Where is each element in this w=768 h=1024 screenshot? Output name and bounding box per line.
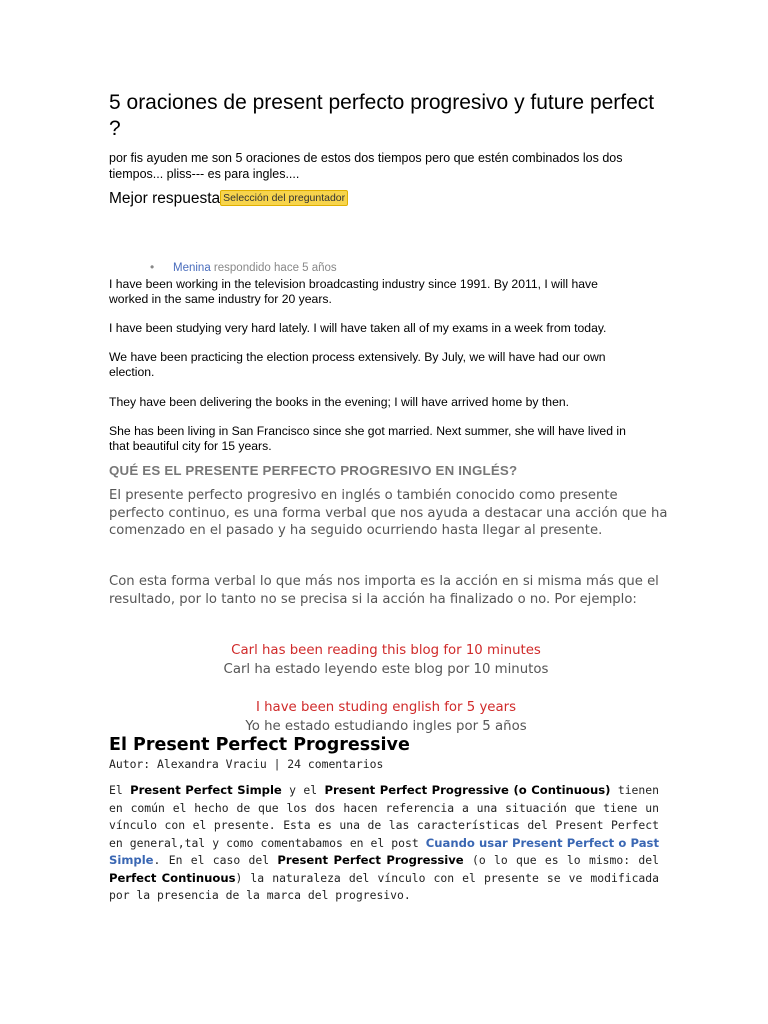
explanation-paragraph: Con esta forma verbal lo que más nos importa es la acción en si misma más que el resultado, por lo tanto no se precisa si la acción ha finalizado o no. Por ejemplo: bbox=[109, 574, 659, 607]
answer-meta bbox=[150, 261, 337, 276]
article-bold-term: Present Perfect Progressive (o Continuous) bbox=[324, 783, 611, 797]
answer-paragraph: I have been studying very hard lately. I will have taken all of my exams in a week from today. bbox=[109, 321, 607, 335]
article-bold-term: Perfect Continuous bbox=[109, 870, 236, 885]
example-english: Carl has been reading this blog for 10 minutes bbox=[231, 643, 541, 658]
explanation-paragraph: El presente perfecto progresivo en inglés o también conocido como presente perfecto continuo, es una forma verbal que nos ayuda a destacar una acción que ha comenzado en el pasado y ha seguido ocurriendo hasta llegar al presente. bbox=[109, 488, 668, 538]
question-body: por fis ayuden me son 5 oraciones de estos dos tiempos pero que estén combinados los dos tiempos... pliss--- es para ingles.... bbox=[109, 151, 623, 181]
article-text: ) la naturaleza del vínculo con el presente se ve modificada por la presencia de la marca del progresivo. bbox=[109, 870, 659, 902]
answer-paragraph: She has been living in San Francisco since she got married. Next summer, she will have lived in that beautiful city for 15 years. bbox=[109, 424, 626, 453]
article-text: El bbox=[109, 783, 131, 797]
article-text: y el bbox=[281, 783, 325, 797]
answer-paragraph: We have been practicing the election process extensively. By July, we will have had our own election. bbox=[109, 350, 606, 379]
question-title: 5 oraciones de present perfecto progresivo y future perfect ? bbox=[109, 91, 655, 140]
example-english: I have been studing english for 5 years bbox=[255, 700, 517, 715]
article-body bbox=[109, 782, 659, 905]
article-author-line: Autor: Alexandra Vraciu | 24 comentarios bbox=[109, 757, 384, 771]
explanation-heading: QUÉ ES EL PRESENTE PERFECTO PROGRESIVO EN INGLÉS? bbox=[109, 463, 518, 478]
example-spanish: Yo he estado estudiando ingles por 5 años bbox=[245, 719, 527, 734]
article-post-link[interactable]: Cuando usar Present Perfect o Past Simple bbox=[109, 835, 659, 867]
asker-choice-badge: Selección del preguntador bbox=[220, 190, 348, 206]
example-spanish: Carl ha estado leyendo este blog por 10 minutos bbox=[223, 662, 549, 677]
answer-paragraph: I have been working in the television broadcasting industry since 1991. By 2011, I will have worked in the same industry for 20 years. bbox=[109, 277, 598, 306]
article-text: . En el caso del bbox=[153, 853, 278, 867]
answer-paragraph: They have been delivering the books in the evening; I will have arrived home by then. bbox=[109, 395, 570, 409]
article-text: (o lo que es lo mismo: del bbox=[463, 853, 659, 867]
article-text: tienen en común el hecho de que los dos hacen referencia a una situación que tiene un vínculo con el presente. Esta es una de las características del Present Perfect en general,tal y como comentabamos en el post bbox=[109, 783, 659, 850]
answer-author-link[interactable]: Menina bbox=[173, 262, 211, 274]
best-answer-label: Mejor respuesta bbox=[109, 190, 221, 207]
best-answer-heading bbox=[109, 189, 348, 209]
article-bold-term: Present Perfect Progressive bbox=[277, 853, 464, 867]
answer-time: respondido hace 5 años bbox=[213, 262, 337, 274]
bullet-icon: • bbox=[150, 260, 155, 274]
article-bold-term: Present Perfect Simple bbox=[130, 783, 282, 797]
article-title: El Present Perfect Progressive bbox=[109, 735, 410, 755]
